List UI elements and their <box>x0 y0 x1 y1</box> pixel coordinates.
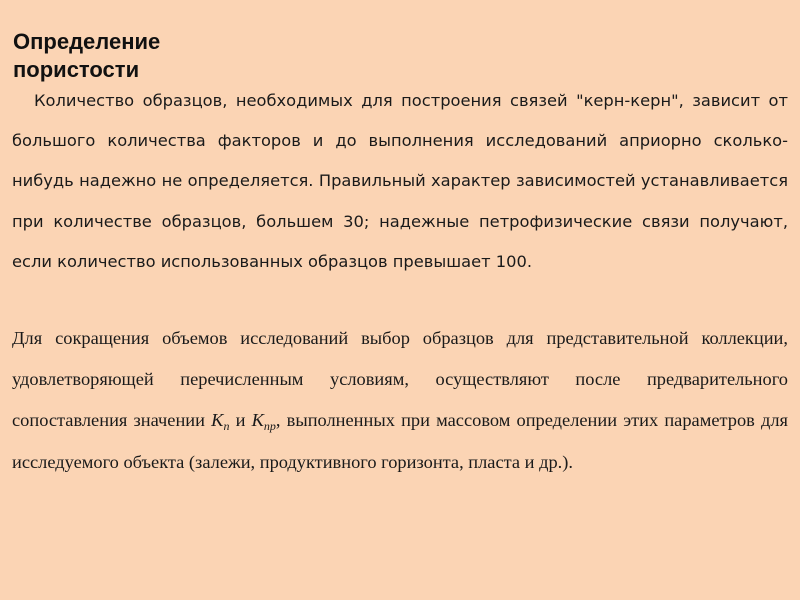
symbol-k-porosity-letter: K <box>211 410 224 431</box>
paragraph-sample-count: Количество образцов, необходимых для построения связей "керн-керн", зависит от большого количества факторов и до выполнения исследований априорно сколько-нибудь надежно не определяется. Правильный характер зависимостей устанавливается при количестве образцов, большем 30; надежные петрофизические связи получают, если количество использованных образцов превышает 100. <box>12 91 788 271</box>
symbol-k-porosity <box>211 410 230 434</box>
symbol-k-porosity-subscript: п <box>223 419 230 434</box>
symbol-k-permeability <box>251 410 276 434</box>
symbol-k-permeability-letter: K <box>251 410 264 431</box>
paragraph-2-conjunction: и <box>229 410 252 431</box>
symbol-k-permeability-subscript: пр <box>263 419 276 434</box>
slide-title: Определение пористости <box>13 29 161 82</box>
paragraph-2-text-end: , выполненных при массовом определении этих параметров для исследуемого объекта (залежи, продуктивного горизонта, пласта и др.). <box>12 410 788 472</box>
paragraph-sample-selection <box>12 318 788 483</box>
paragraph-2-text-start: Для сокращения объемов исследований выбор образцов для представительной коллекции, удовлетворяющей перечисленным условиям, осуществляют после предварительного сопоставления значении <box>12 328 788 431</box>
